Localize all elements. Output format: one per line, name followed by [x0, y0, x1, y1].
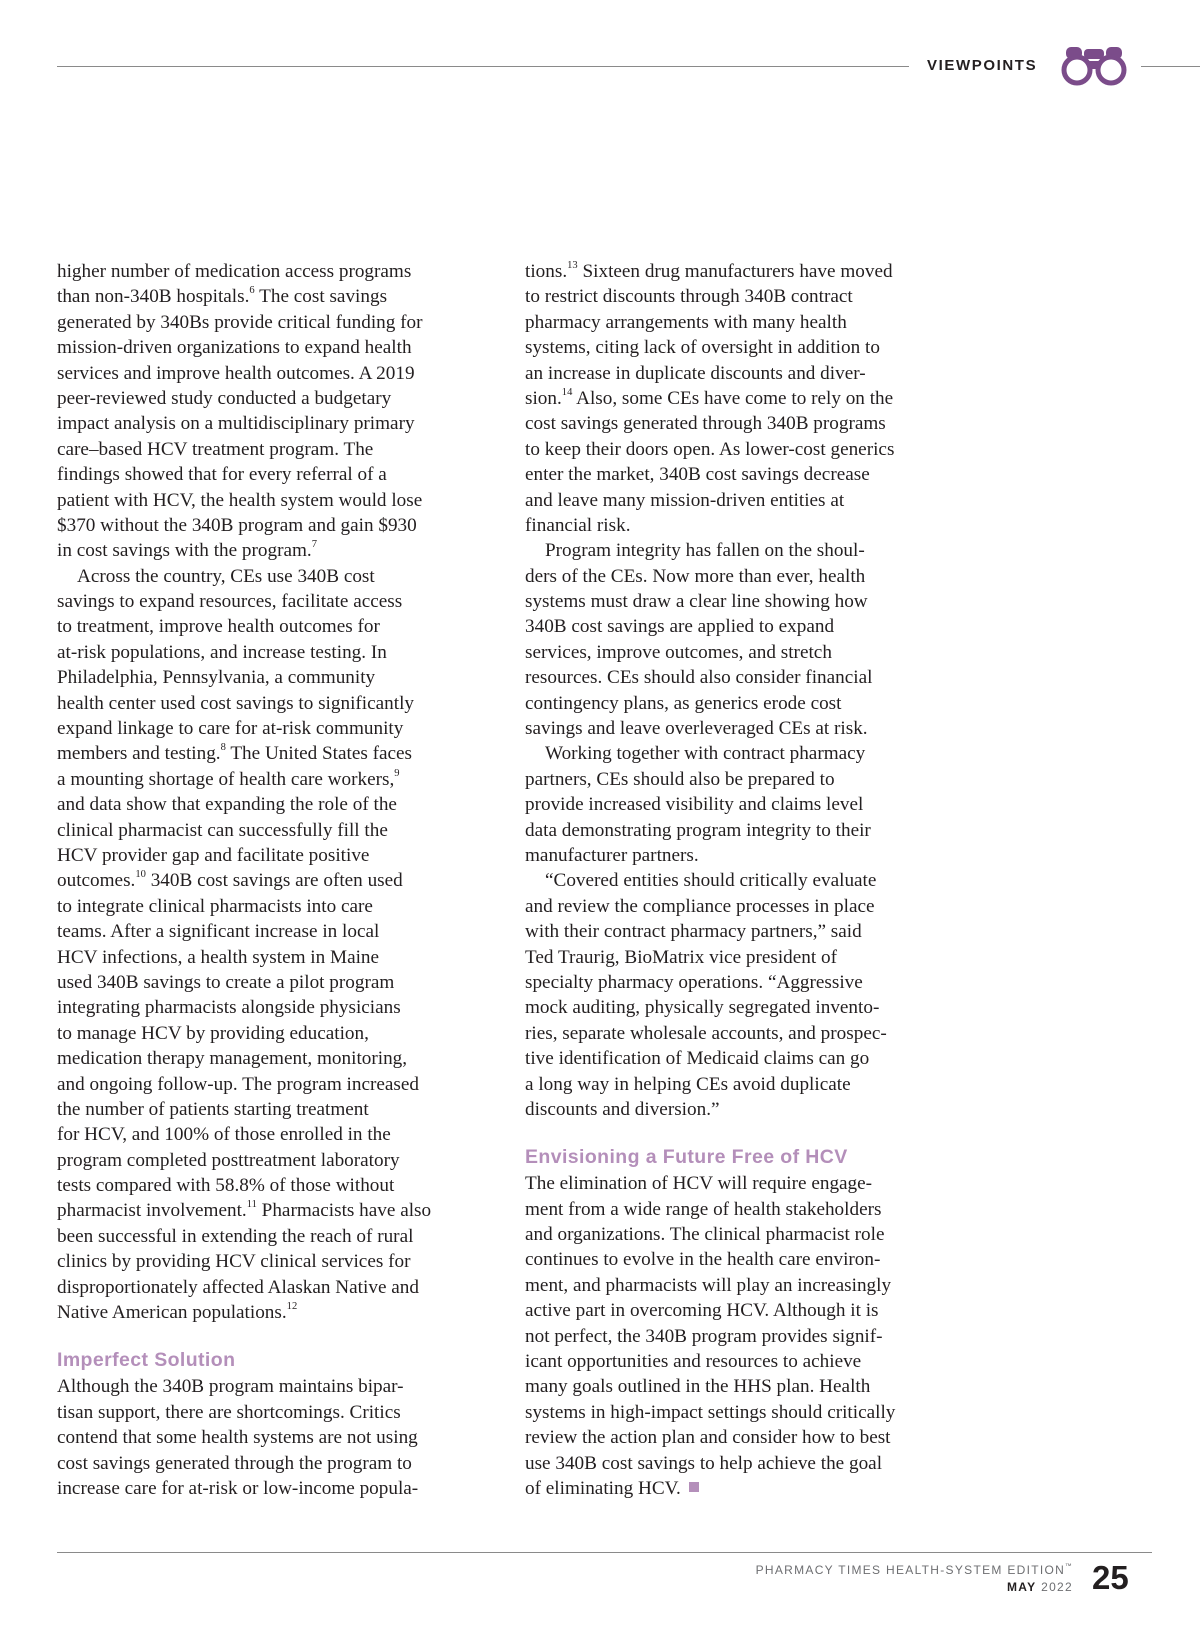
text-line — [525, 1451, 973, 1476]
text-line — [525, 310, 973, 335]
line-text: enter the market, 340B cost savings decrease — [525, 464, 870, 486]
section-spacer — [57, 1325, 505, 1347]
text-line — [57, 868, 505, 893]
line-text: 340B cost savings are applied to expand — [525, 616, 835, 638]
line-text: tisan support, there are shortcomings. Critics — [57, 1401, 401, 1423]
line-text: continues to evolve in the health care environ- — [525, 1249, 881, 1271]
text-line — [57, 919, 505, 944]
reference-superscript: 12 — [286, 1301, 298, 1313]
text-line — [525, 894, 973, 919]
text-line — [57, 437, 505, 462]
section-heading: Imperfect Solution — [57, 1349, 236, 1372]
text-line — [57, 716, 505, 741]
text-line — [57, 741, 505, 766]
text-line — [525, 1097, 973, 1122]
line-text: systems, citing lack of oversight in addition to — [525, 337, 880, 359]
page-number: 25 — [1092, 1559, 1129, 1596]
line-text: specialty pharmacy operations. “Aggressive — [525, 971, 863, 993]
line-text: a long way in helping CEs avoid duplicate — [525, 1073, 851, 1095]
text-line — [525, 462, 973, 487]
text-line — [525, 1222, 973, 1247]
line-text: Native American populations. — [57, 1302, 287, 1324]
text-line — [57, 1021, 505, 1046]
text-line — [57, 1097, 505, 1122]
text-line — [525, 1197, 973, 1222]
text-line — [525, 361, 973, 386]
line-text: cost savings generated through 340B programs — [525, 413, 886, 435]
article-end-square-icon — [689, 1482, 699, 1492]
line-text: to treatment, improve health outcomes for — [57, 616, 380, 638]
text-line — [57, 462, 505, 487]
reference-superscript: 14 — [561, 386, 573, 398]
line-text: tions. — [525, 261, 568, 282]
text-line — [57, 1072, 505, 1097]
line-text: the number of patients starting treatment — [57, 1098, 369, 1120]
line-text: tive identification of Medicaid claims can go — [525, 1048, 870, 1070]
line-text-continued: The cost savings — [254, 286, 388, 308]
text-line — [525, 1476, 973, 1501]
line-text: Program integrity has fallen on the shoul- — [545, 540, 865, 562]
text-line — [525, 640, 973, 665]
text-line — [525, 995, 973, 1020]
line-text: in cost savings with the program. — [57, 540, 312, 562]
line-text: and review the compliance processes in place — [525, 895, 875, 917]
line-text: financial risk. — [525, 514, 631, 536]
text-line — [525, 614, 973, 639]
article-column-left — [57, 259, 505, 1501]
text-line — [57, 1122, 505, 1147]
line-text: Although the 340B program maintains bipar- — [57, 1376, 404, 1398]
line-text: icant opportunities and resources to achieve — [525, 1351, 862, 1373]
text-line — [525, 386, 973, 411]
text-line — [525, 538, 973, 563]
text-line — [525, 1072, 973, 1097]
reference-superscript: 9 — [394, 767, 400, 779]
text-line — [57, 1400, 505, 1425]
text-line — [57, 1476, 505, 1501]
text-line — [525, 945, 973, 970]
line-text: at-risk populations, and increase testing. In — [57, 641, 387, 663]
text-line — [525, 919, 973, 944]
text-line — [57, 411, 505, 436]
text-line — [57, 1173, 505, 1198]
text-line — [57, 894, 505, 919]
line-text: tests compared with 58.8% of those without — [57, 1175, 395, 1197]
text-line — [57, 1374, 505, 1399]
line-text: “Covered entities should critically evaluate — [545, 870, 877, 892]
line-text: care–based HCV treatment program. The — [57, 438, 374, 460]
header-rule-right — [1141, 66, 1200, 67]
text-line — [525, 437, 973, 462]
line-text: ries, separate wholesale accounts, and prospec- — [525, 1022, 887, 1044]
line-text: pharmacist involvement. — [57, 1200, 247, 1222]
line-text: Philadelphia, Pennsylvania, a community — [57, 667, 376, 689]
text-line — [57, 335, 505, 360]
publication-title: PHARMACY TIMES HEALTH-SYSTEM EDITION — [755, 1563, 1066, 1577]
line-text: than non-340B hospitals. — [57, 286, 250, 308]
text-line — [57, 1046, 505, 1071]
text-line — [57, 1249, 505, 1274]
text-line — [525, 284, 973, 309]
line-text: savings and leave overleveraged CEs at risk. — [525, 718, 868, 740]
text-line — [525, 767, 973, 792]
line-text: services, improve outcomes, and stretch — [525, 641, 832, 663]
article-column-right — [525, 259, 973, 1501]
line-text-continued: Pharmacists have also — [256, 1200, 432, 1222]
line-text: of eliminating HCV. — [525, 1477, 681, 1499]
text-line — [525, 488, 973, 513]
text-line — [525, 1021, 973, 1046]
text-line — [525, 792, 973, 817]
text-line — [525, 1425, 973, 1450]
line-text: HCV infections, a health system in Maine — [57, 946, 380, 968]
line-text: The elimination of HCV will require engage- — [525, 1173, 873, 1195]
line-text: sion. — [525, 387, 562, 409]
text-line — [57, 767, 505, 792]
line-text: impact analysis on a multidisciplinary primary — [57, 413, 415, 435]
line-text: to restrict discounts through 340B contract — [525, 286, 853, 308]
line-text-continued: Also, some CEs have come to rely on the — [572, 387, 894, 409]
reference-superscript: 10 — [135, 869, 146, 881]
text-line — [57, 310, 505, 335]
line-text: clinical pharmacist can successfully fill the — [57, 819, 388, 841]
line-text: been successful in extending the reach of rural — [57, 1225, 414, 1247]
text-line — [57, 1198, 505, 1223]
line-text: for HCV, and 100% of those enrolled in the — [57, 1124, 391, 1146]
text-line — [57, 691, 505, 716]
text-line — [525, 1374, 973, 1399]
line-text: and leave many mission-driven entities at — [525, 489, 845, 511]
line-text: use 340B cost savings to help achieve the goal — [525, 1452, 883, 1474]
line-text: systems must draw a clear line showing how — [525, 591, 868, 613]
line-text-continued: Sixteen drug manufacturers have moved — [577, 261, 893, 282]
text-line — [525, 1324, 973, 1349]
text-line — [525, 411, 973, 436]
reference-superscript: 6 — [249, 285, 255, 297]
text-line — [525, 1046, 973, 1071]
text-line — [525, 259, 973, 284]
line-text: systems in high-impact settings should critically — [525, 1401, 896, 1423]
text-line — [57, 284, 505, 309]
issue-date — [1007, 1580, 1073, 1594]
text-line — [57, 1148, 505, 1173]
line-text: Ted Traurig, BioMatrix vice president of — [525, 946, 838, 968]
line-text: data demonstrating program integrity to their — [525, 819, 871, 841]
text-line — [525, 741, 973, 766]
reference-superscript: 8 — [220, 742, 226, 754]
text-line — [525, 1171, 973, 1196]
line-text: services and improve health outcomes. A 2019 — [57, 362, 415, 384]
line-text: generated by 340Bs provide critical funding for — [57, 311, 423, 333]
text-line — [525, 1273, 973, 1298]
line-text: ders of the CEs. Now more than ever, health — [525, 565, 866, 587]
footer-rule — [57, 1552, 1152, 1553]
text-line — [57, 1224, 505, 1249]
line-text: contingency plans, as generics erode cost — [525, 692, 842, 714]
text-line — [57, 614, 505, 639]
reference-superscript: 7 — [311, 539, 318, 551]
line-text: review the action plan and consider how to best — [525, 1427, 891, 1449]
line-text-continued: 340B cost savings are often used — [145, 870, 403, 892]
section-heading: Envisioning a Future Free of HCV — [525, 1146, 848, 1169]
text-line — [57, 792, 505, 817]
line-text: savings to expand resources, facilitate access — [57, 591, 403, 613]
text-line — [57, 818, 505, 843]
text-line — [57, 995, 505, 1020]
text-line — [57, 538, 505, 563]
text-line — [525, 970, 973, 995]
line-text: mission-driven organizations to expand health — [57, 337, 412, 359]
line-text: to keep their doors open. As lower-cost generics — [525, 438, 895, 460]
line-text: patient with HCV, the health system would lose — [57, 489, 423, 511]
line-text: pharmacy arrangements with many health — [525, 311, 847, 333]
line-text: used 340B savings to create a pilot program — [57, 971, 395, 993]
line-text: with their contract pharmacy partners,” said — [525, 921, 862, 943]
text-line — [57, 970, 505, 995]
publication-name — [756, 1563, 1073, 1577]
line-text: program completed posttreatment laboratory — [57, 1149, 400, 1171]
text-line — [57, 513, 505, 538]
text-line — [57, 564, 505, 589]
text-line — [57, 843, 505, 868]
text-line — [525, 868, 973, 893]
text-line — [57, 361, 505, 386]
text-line — [57, 1425, 505, 1450]
reference-superscript: 13 — [567, 260, 578, 272]
text-line — [525, 818, 973, 843]
text-line — [57, 1275, 505, 1300]
text-line — [525, 1400, 973, 1425]
text-line — [57, 945, 505, 970]
text-line — [525, 589, 973, 614]
line-text-continued: The United States faces — [225, 743, 413, 765]
text-line — [525, 564, 973, 589]
line-text: provide increased visibility and claims level — [525, 794, 864, 816]
section-label: VIEWPOINTS — [927, 57, 1038, 74]
line-text: manufacturer partners. — [525, 844, 699, 866]
line-text: clinics by providing HCV clinical services for — [57, 1251, 411, 1273]
line-text: partners, CEs should also be prepared to — [525, 768, 835, 790]
line-text: disproportionately affected Alaskan Native and — [57, 1276, 419, 1298]
line-text: $370 without the 340B program and gain $930 — [57, 514, 417, 536]
line-text: peer-reviewed study conducted a budgetary — [57, 387, 392, 409]
line-text: cost savings generated through the program to — [57, 1452, 412, 1474]
line-text: to manage HCV by providing education, — [57, 1022, 369, 1044]
text-line — [525, 1349, 973, 1374]
text-line — [525, 1247, 973, 1272]
line-text: not perfect, the 340B program provides signif- — [525, 1325, 883, 1347]
line-text: findings showed that for every referral of a — [57, 464, 387, 486]
line-text: to integrate clinical pharmacists into care — [57, 895, 373, 917]
text-line — [57, 488, 505, 513]
text-line — [57, 640, 505, 665]
line-text: expand linkage to care for at-risk community — [57, 718, 404, 740]
text-line — [57, 589, 505, 614]
text-line — [525, 716, 973, 741]
header-rule-left — [57, 66, 909, 67]
text-line — [525, 1298, 973, 1323]
line-text: active part in overcoming HCV. Although it is — [525, 1300, 879, 1322]
line-text: integrating pharmacists alongside physicians — [57, 997, 401, 1019]
text-line — [525, 843, 973, 868]
line-text: Across the country, CEs use 340B cost — [77, 565, 375, 587]
trademark-symbol: ™ — [1065, 1563, 1073, 1571]
text-line — [57, 386, 505, 411]
line-text: health center used cost savings to significantly — [57, 692, 415, 714]
line-text: ment, and pharmacists will play an increasingly — [525, 1274, 892, 1296]
line-text: discounts and diversion.” — [525, 1098, 720, 1120]
line-text: HCV provider gap and facilitate positive — [57, 844, 370, 866]
section-spacer — [525, 1122, 973, 1144]
text-line — [57, 259, 505, 284]
text-line — [525, 513, 973, 538]
line-text: members and testing. — [57, 743, 221, 765]
text-line — [525, 335, 973, 360]
issue-month: MAY — [1006, 1580, 1037, 1594]
reference-superscript: 11 — [246, 1199, 257, 1211]
binoculars-icon — [1060, 45, 1128, 87]
line-text: ment from a wide range of health stakeholders — [525, 1198, 882, 1220]
line-text: increase care for at-risk or low-income popula- — [57, 1477, 419, 1499]
text-line — [57, 665, 505, 690]
line-text: outcomes. — [57, 870, 136, 892]
text-line — [525, 691, 973, 716]
line-text: and organizations. The clinical pharmacist role — [525, 1224, 885, 1246]
line-text: an increase in duplicate discounts and diver- — [525, 362, 866, 384]
text-line — [525, 665, 973, 690]
line-text: and ongoing follow-up. The program increased — [57, 1073, 419, 1095]
line-text: Working together with contract pharmacy — [545, 743, 866, 765]
line-text: higher number of medication access programs — [57, 261, 412, 282]
text-line — [57, 1451, 505, 1476]
line-text: a mounting shortage of health care workers, — [57, 768, 395, 790]
line-text: contend that some health systems are not using — [57, 1427, 418, 1449]
line-text: mock auditing, physically segregated invento- — [525, 997, 880, 1019]
line-text: teams. After a significant increase in local — [57, 921, 380, 943]
line-text: and data show that expanding the role of the — [57, 794, 397, 816]
line-text: resources. CEs should also consider financial — [525, 667, 873, 689]
line-text: medication therapy management, monitoring, — [57, 1048, 408, 1070]
text-line — [57, 1300, 505, 1325]
line-text: many goals outlined in the HHS plan. Health — [525, 1376, 871, 1398]
issue-year: 2022 — [1041, 1580, 1073, 1594]
